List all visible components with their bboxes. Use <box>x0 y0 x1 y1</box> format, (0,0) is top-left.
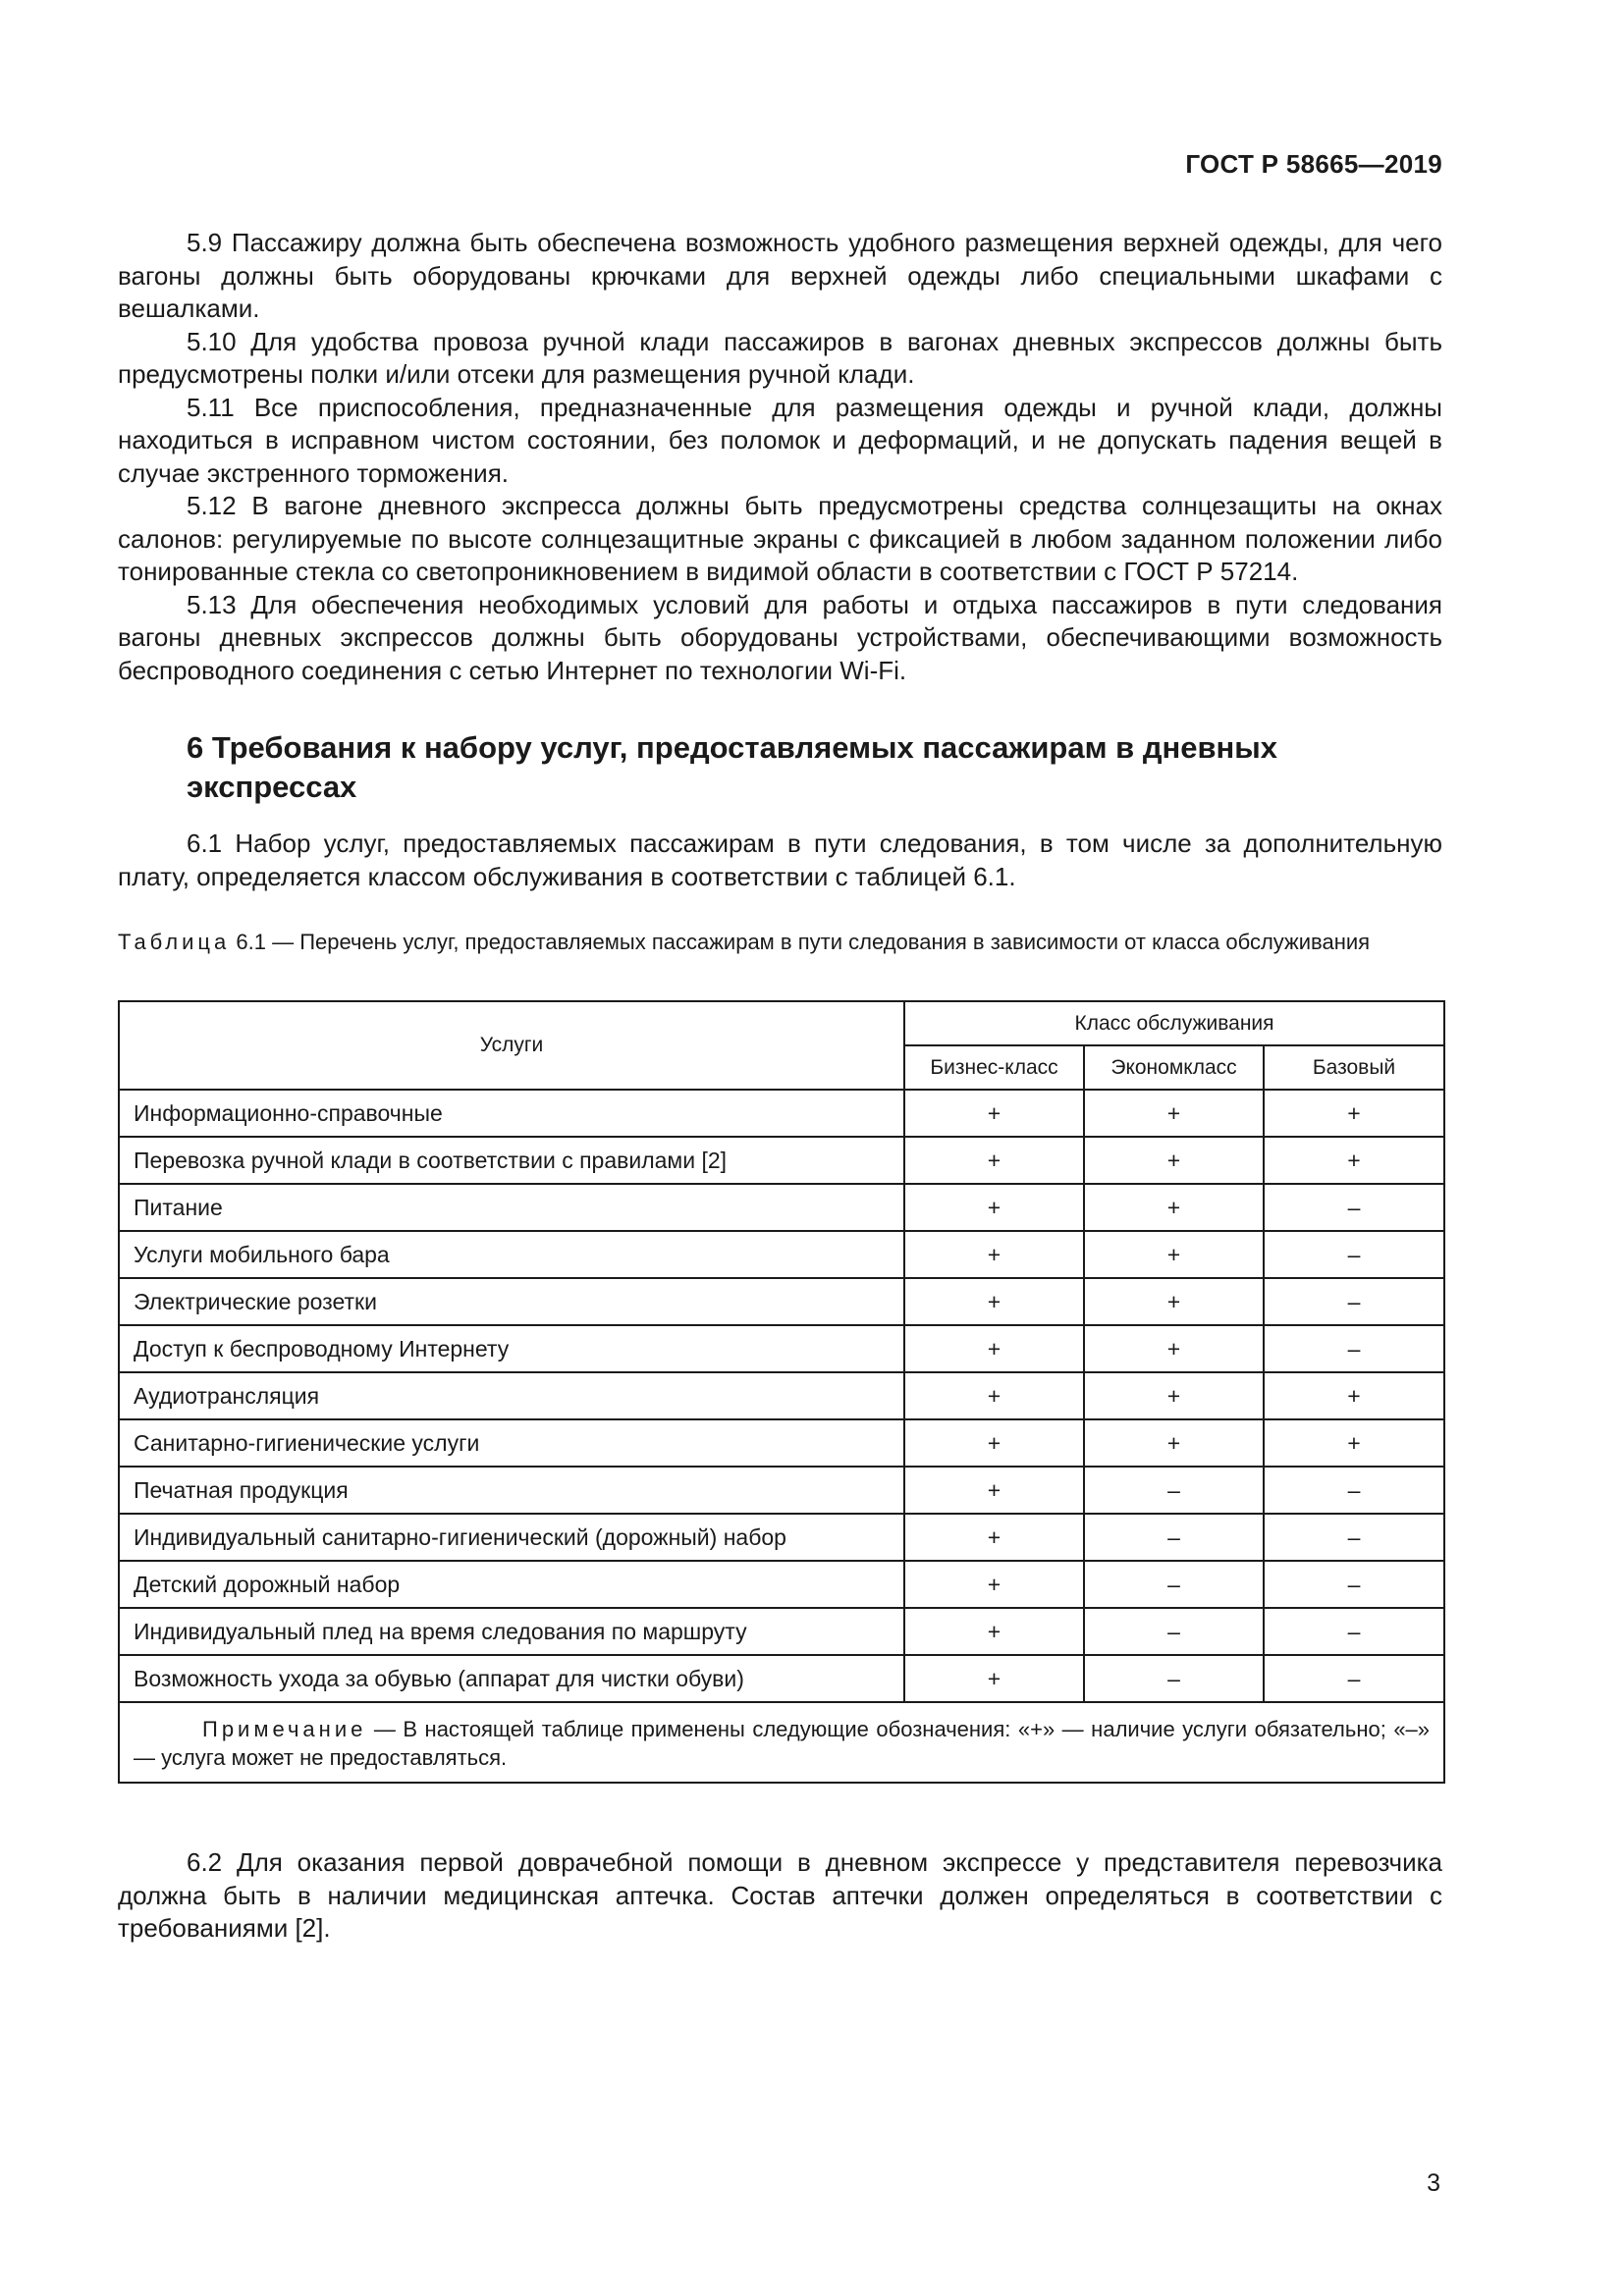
table-row <box>119 1372 1444 1419</box>
availability-mark-cell: – <box>1264 1184 1444 1231</box>
availability-mark-cell: – <box>1264 1467 1444 1514</box>
header-basic-class: Базовый <box>1264 1045 1444 1090</box>
table-body <box>119 1090 1444 1702</box>
availability-mark-cell: – <box>1264 1608 1444 1655</box>
availability-mark-cell: + <box>1084 1372 1264 1419</box>
availability-mark-cell: + <box>1084 1090 1264 1137</box>
table-row <box>119 1325 1444 1372</box>
table-row <box>119 1608 1444 1655</box>
section-6-heading: 6 Требования к набору услуг, предоставляемых пассажирам в дневных экспрессах <box>187 730 1277 804</box>
availability-mark-cell: + <box>1084 1184 1264 1231</box>
service-name-cell: Печатная продукция <box>119 1467 904 1514</box>
availability-mark-cell: + <box>904 1278 1084 1325</box>
availability-mark-cell: + <box>904 1655 1084 1702</box>
availability-mark-cell: – <box>1084 1561 1264 1608</box>
table-caption-label: Таблица <box>118 930 231 954</box>
availability-mark-cell: + <box>904 1184 1084 1231</box>
header-services: Услуги <box>119 1001 904 1090</box>
header-business-class: Бизнес-класс <box>904 1045 1084 1090</box>
section-6-intro <box>118 828 1442 893</box>
paragraph-5-12: 5.12 В вагоне дневного экспресса должны быть предусмотрены средства солнцезащиты на окнах салонов: регулируемые по высоте солнцезащитные экраны с фиксацией в любом заданном положении либо тонированные стекла со светопроникновением в видимой области в соответствии с ГОСТ Р 57214. <box>118 491 1442 586</box>
service-name-cell: Возможность ухода за обувью (аппарат для чистки обуви) <box>119 1655 904 1702</box>
availability-mark-cell: + <box>904 1231 1084 1278</box>
availability-mark-cell: – <box>1264 1278 1444 1325</box>
availability-mark-cell: + <box>904 1561 1084 1608</box>
paragraph-5-10: 5.10 Для удобства провоза ручной клади пассажиров в вагонах дневных экспрессов должны быть предусмотрены полки и/или отсеки для размещения ручной клади. <box>118 326 1442 389</box>
availability-mark-cell: + <box>1084 1278 1264 1325</box>
table-row <box>119 1184 1444 1231</box>
availability-mark-cell: + <box>904 1419 1084 1467</box>
table-caption-text: 6.1 — Перечень услуг, предоставляемых пассажирам в пути следования в зависимости от класса обслуживания <box>236 930 1371 954</box>
availability-mark-cell: + <box>1084 1419 1264 1467</box>
paragraph-6-1: 6.1 Набор услуг, предоставляемых пассажирам в пути следования, в том числе за дополнительную плату, определяется классом обслуживания в соответствии с таблицей 6.1. <box>118 828 1442 891</box>
table-caption <box>118 929 1442 955</box>
table-row <box>119 1514 1444 1561</box>
service-name-cell: Услуги мобильного бара <box>119 1231 904 1278</box>
table-row <box>119 1419 1444 1467</box>
table-note-label: Примечание <box>202 1717 367 1741</box>
table-row <box>119 1137 1444 1184</box>
service-name-cell: Индивидуальный санитарно-гигиенический (дорожный) набор <box>119 1514 904 1561</box>
availability-mark-cell: – <box>1084 1514 1264 1561</box>
availability-mark-cell: – <box>1084 1608 1264 1655</box>
availability-mark-cell: + <box>1084 1137 1264 1184</box>
service-name-cell: Индивидуальный плед на время следования по маршруту <box>119 1608 904 1655</box>
availability-mark-cell: + <box>904 1372 1084 1419</box>
service-name-cell: Санитарно-гигиенические услуги <box>119 1419 904 1467</box>
service-name-cell: Доступ к беспроводному Интернету <box>119 1325 904 1372</box>
availability-mark-cell: – <box>1264 1325 1444 1372</box>
header-service-class: Класс обслуживания <box>904 1001 1444 1045</box>
availability-mark-cell: + <box>1084 1231 1264 1278</box>
availability-mark-cell: – <box>1084 1467 1264 1514</box>
service-name-cell: Перевозка ручной клади в соответствии с правилами [2] <box>119 1137 904 1184</box>
availability-mark-cell: – <box>1264 1514 1444 1561</box>
availability-mark-cell: + <box>1264 1372 1444 1419</box>
table-note-text: — В настоящей таблице применены следующие обозначения: «+» — наличие услуги обязательно; «–» — услуга может не предоставляться. <box>134 1717 1431 1770</box>
availability-mark-cell: – <box>1264 1561 1444 1608</box>
table-row <box>119 1655 1444 1702</box>
availability-mark-cell: + <box>1084 1325 1264 1372</box>
availability-mark-cell: + <box>1264 1137 1444 1184</box>
paragraph-6-2: 6.2 Для оказания первой доврачебной помощи в дневном экспрессе у представителя перевозчика должна быть в наличии медицинская аптечка. Состав аптечки должен определяться в соответствии с требованиями [2]. <box>118 1847 1442 1943</box>
service-name-cell: Электрические розетки <box>119 1278 904 1325</box>
availability-mark-cell: + <box>904 1090 1084 1137</box>
availability-mark-cell: – <box>1084 1655 1264 1702</box>
table-row <box>119 1561 1444 1608</box>
availability-mark-cell: – <box>1264 1231 1444 1278</box>
section-5-text <box>118 227 1442 687</box>
paragraph-5-9: 5.9 Пассажиру должна быть обеспечена возможность удобного размещения верхней одежды, для чего вагоны должны быть оборудованы крючками для верхней одежды либо специальными шкафами с вешалками. <box>118 228 1442 323</box>
availability-mark-cell: + <box>904 1137 1084 1184</box>
service-name-cell: Аудиотрансляция <box>119 1372 904 1419</box>
services-table <box>118 1000 1445 1784</box>
table-row <box>119 1467 1444 1514</box>
availability-mark-cell: – <box>1264 1655 1444 1702</box>
availability-mark-cell: + <box>904 1514 1084 1561</box>
table-row <box>119 1090 1444 1137</box>
service-name-cell: Питание <box>119 1184 904 1231</box>
section-6-2-text <box>118 1846 1442 1946</box>
availability-mark-cell: + <box>1264 1090 1444 1137</box>
header-economy-class: Экономкласс <box>1084 1045 1264 1090</box>
table-row <box>119 1231 1444 1278</box>
availability-mark-cell: + <box>1264 1419 1444 1467</box>
availability-mark-cell: + <box>904 1467 1084 1514</box>
paragraph-5-11: 5.11 Все приспособления, предназначенные для размещения одежды и ручной клади, должны находиться в исправном чистом состоянии, без поломок и деформаций, и не допускать падения вещей в случае экстренного торможения. <box>118 392 1442 488</box>
availability-mark-cell: + <box>904 1608 1084 1655</box>
availability-mark-cell: + <box>904 1325 1084 1372</box>
table-row <box>119 1278 1444 1325</box>
service-name-cell: Детский дорожный набор <box>119 1561 904 1608</box>
page-number: 3 <box>1427 2169 1440 2197</box>
paragraph-5-13: 5.13 Для обеспечения необходимых условий для работы и отдыха пассажиров в пути следования вагоны дневных экспрессов должны быть оборудованы устройствами, обеспечивающими возможность беспроводного соединения с сетью Интернет по технологии Wi-Fi. <box>118 589 1442 685</box>
document-header: ГОСТ Р 58665—2019 <box>1185 149 1442 179</box>
table-note <box>119 1702 1444 1783</box>
service-name-cell: Информационно-справочные <box>119 1090 904 1137</box>
